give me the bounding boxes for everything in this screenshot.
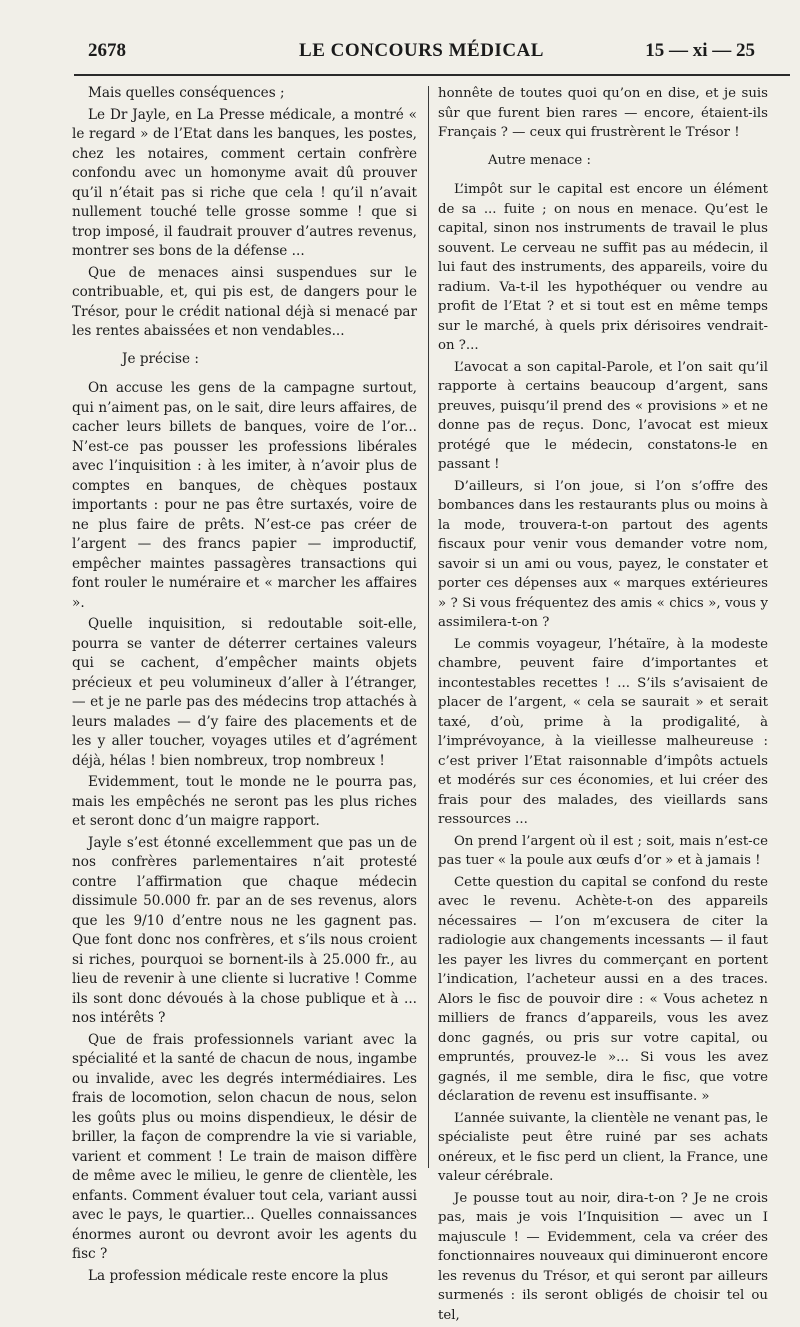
page-header (88, 40, 755, 66)
paragraph: On prend l’argent où il est ; soit, mais n’est-ce pas tuer « la poule aux œufs d’or » et à jamais ! (438, 833, 768, 868)
paragraph: Mais quelles conséquences ; (88, 85, 285, 101)
right-column (438, 84, 768, 1327)
paragraph: L’impôt sur le capital est encore un élément de sa ... fuite ; on nous en menace. Qu’est le capital, sinon nos instruments de travail le plus souvent. Le cerveau ne suffit pas au médecin, il lui faut des instruments, des appareils, voire du radium. Va-t-il les hypothéquer ou vendre au profit de l’Etat ? et si tout est en même temps sur le marché, à quels prix dérisoires vendrait-on ?... (438, 182, 768, 353)
paragraph: honnête de toutes quoi qu’on en dise, et je suis sûr que furent bien rares — encore, étaient-ils Français ? — ceux qui frustrèrent le Trésor ! (438, 86, 768, 140)
paragraph: La profession médicale reste encore la plus (88, 1267, 389, 1284)
section-subheading: Je précise : (122, 350, 199, 367)
header-rule (74, 74, 790, 76)
paragraph: Le Dr Jayle, en La Presse médicale, a montré « le regard » de l’Etat dans les banques, les postes, chez les notaires, comment certain confrère confondu avec un homonyme avait dû prouver qu’il n’était pas si riche que cela ! qu’il n’avait nullement touché telle grosse somme ! que si trop imposé, il faudrait prouver d’autres revenus, montrer ses bons de la défense ... (72, 106, 417, 259)
paragraph: D’ailleurs, si l’on joue, si l’on s’offre des bombances dans les restaurants plus ou moins à la mode, trouvera-t-on partout des agents fiscaux pour venir vous demander votre nom, savoir si un ami ou vous, payez, le constater et porter ces dépenses aux « marques extérieures » ? Si vous fréquentez des amis « chics », vous y assimilera-t-on ? (438, 478, 768, 630)
paragraph: Cette question du capital se confond du reste avec le revenu. Achète-t-on des appareils nécessaires — l’on m’excusera de citer la radiologie aux changements incessants — il faut les payer les livres du commerçant en portent l’indication, l’acheteur aussi en a des traces. Alors le fisc de pouvoir dire : « Vous achetez n milliers de francs d’appareils, vous les avez donc gagnés, ou pris sur votre capital, ou empruntés, prouvez-le »... Si vous les avez gagnés, il me semble, dira le fisc, que votre déclaration de revenu est insuffisante. » (438, 874, 768, 1104)
left-column (72, 84, 417, 1288)
paragraph: Jayle s’est étonné excellemment que pas un de nos confrères parlementaires n’ait protesté contre l’affirmation que chaque médecin dissimule 50.000 fr. par an de ses revenus, alors que les 9/10 d’entre nous ne les gagnent pas. Que font donc nos confrères, et s’ils nous croient si riches, pourquoi se bornent-ils à 25.000 fr., au lieu de revenir à une cliente si lucrative ! Comme ils sont donc dévoués à la chose publique et à ... nos intérêts ? (72, 834, 417, 1026)
paragraph: Je pousse tout au noir, dira-t-on ? Je ne crois pas, mais je vois l’Inquisition — avec un I majuscule ! — Evidemment, cela va créer des fonctionnaires nouveaux qui diminueront encore les revenus du Trésor, et qui seront par ailleurs surmenés : ils seront obligés de choisir tel ou tel, (438, 1190, 768, 1323)
column-divider (428, 86, 429, 1168)
page-number: 2678 (88, 40, 126, 61)
section-subheading: Autre menace : (488, 152, 591, 168)
paragraph: Quelle inquisition, si redoutable soit-elle, pourra se vanter de déterrer certaines valeurs qui se cachent, d’empêcher maints objets précieux et peu volumineux d’aller à l’étranger, — et je ne parle pas des médecins trop attachés à leurs malades — d’y faire des placements et de les y aller toucher, voyages utiles et d’agrément déjà, hélas ! bien nombreux, trop nombreux ! (72, 616, 417, 769)
paragraph: Evidemment, tout le monde ne le pourra pas, mais les empêchés ne seront pas les plus riches et seront donc d’un maigre rapport. (72, 774, 417, 829)
paragraph: Que de frais professionnels variant avec la spécialité et la santé de chacun de nous, ingambe ou invalide, avec les degrés intermédiaires. Les frais de locomotion, selon chacun de nous, selon les goûts plus ou moins dispendieux, le désir de briller, la façon de comprendre la vie si variable, varient et comment ! Le train de maison diffère de même avec le milieu, le genre de clientèle, les enfants. Comment évaluer tout cela, variant aussi avec le pays, le quartier... Quelles connaissances énormes auront ou devront avoir les agents du fisc ? (72, 1031, 417, 1262)
paragraph: L’année suivante, la clientèle ne venant pas, le spécialiste peut être ruiné par ses achats onéreux, et le fisc perd un client, la France, une valeur cérébrale. (438, 1110, 768, 1184)
issue-date: 15 — xi — 25 (645, 40, 755, 61)
paragraph: Que de menaces ainsi suspendues sur le contribuable, et, qui pis est, de dangers pour le Trésor, pour le crédit national déjà si menacé par les rentes abaissées et non vendables... (72, 264, 417, 339)
paragraph: L’avocat a son capital-Parole, et l’on sait qu’il rapporte à certains beaucoup d’argent, sans preuves, puisqu’il prend des « provisions » et ne donne pas de reçus. Donc, l’avocat est mieux protégé que le médecin, constatons-le en passant ! (438, 359, 768, 472)
journal-title: LE CONCOURS MÉDICAL (299, 40, 544, 61)
paragraph: On accuse les gens de la campagne surtout, qui n’aiment pas, on le sait, dire leurs affaires, de cacher leurs billets de banques, voire de l’or... N’est-ce pas pousser les professions libérales avec l’inquisition : à les imiter, à n’avoir plus de comptes en banques, de chèques postaux importants : pour ne pas être surtaxés, voire de ne plus faire de prêts. N’est-ce pas créer de l’argent — des francs papier — improductif, empêcher maintes passagères transactions qui font rouler le numéraire et « marcher les affaires ». (72, 380, 417, 611)
paragraph: Le commis voyageur, l’hétaïre, à la modeste chambre, peuvent faire d’importantes et incontestables recettes ! ... S’ils s’avisaient de placer de l’argent, « cela se saurait » et serait taxé, d’où, prime à la prodigalité, à l’imprévoyance, à la vieillesse malheureuse : c’est priver l’Etat raisonnable d’impôts actuels et modérés sur ces économies, et lui créer des frais pour des malades, des vieillards sans ressources ... (438, 636, 768, 827)
